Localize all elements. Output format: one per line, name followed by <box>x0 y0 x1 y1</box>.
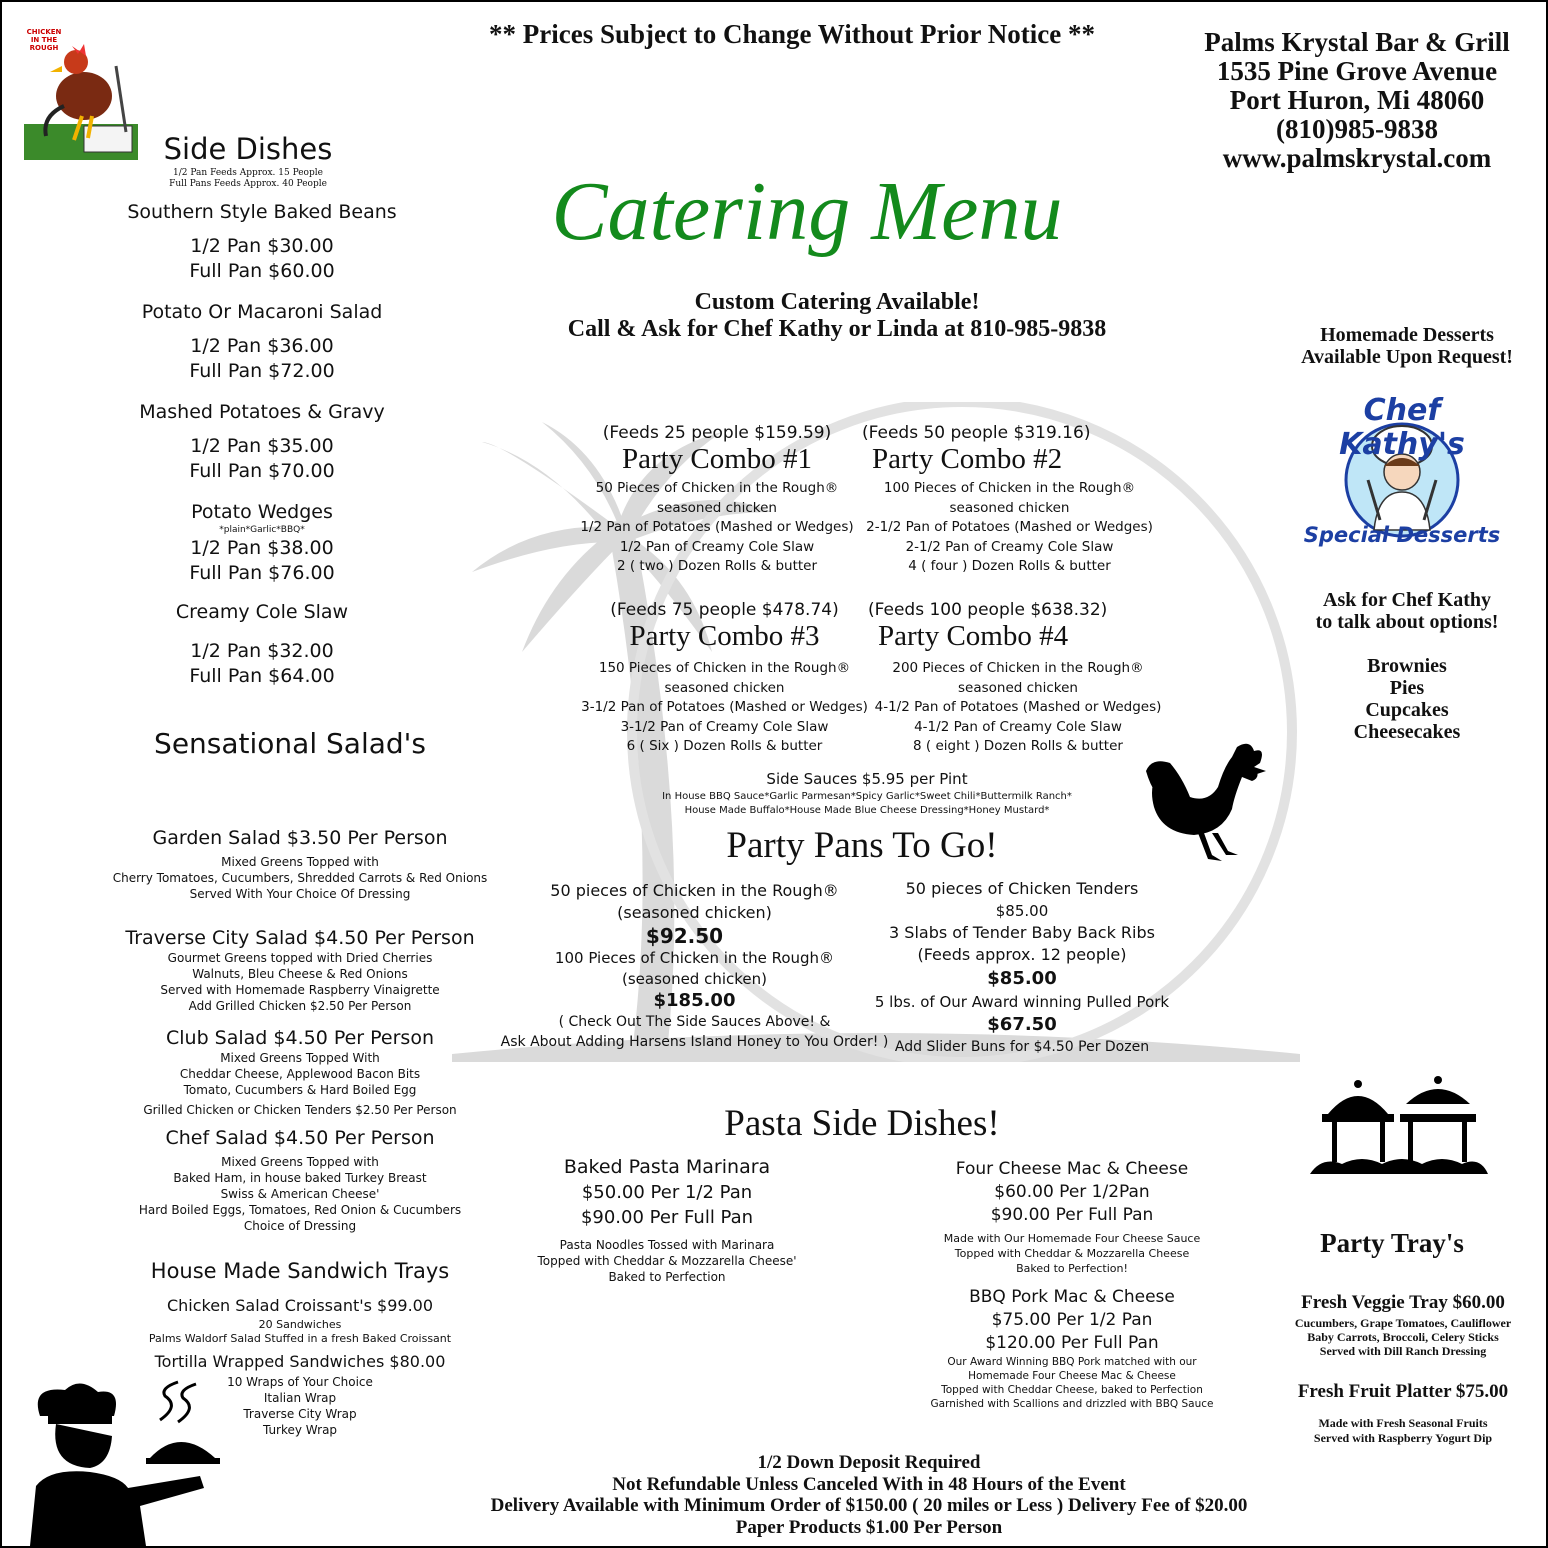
salad-title: Traverse City Salad $4.50 Per Person <box>125 927 475 949</box>
party-combo-3 <box>577 599 872 757</box>
side-dish-item <box>102 400 422 500</box>
combo-feeds: (Feeds 50 people $319.16) <box>862 423 1091 443</box>
salad-desc: Choice of Dressing <box>243 1219 357 1233</box>
footer-line: 1/2 Down Deposit Required <box>757 1452 981 1473</box>
party-combo-1 <box>572 422 862 577</box>
combo-item: 2-1/2 Pan of Creamy Cole Slaw <box>905 538 1114 555</box>
footer-line: Paper Products $1.00 Per Person <box>735 1516 1003 1538</box>
pasta-desc: Made with Our Homemade Four Cheese Sauce <box>943 1232 1201 1245</box>
side-dishes-note1: 1/2 Pan Feeds Approx. 15 People <box>173 168 323 178</box>
tray-desc: Made with Fresh Seasonal Fruits <box>1318 1416 1488 1430</box>
fruit-platter <box>1258 1378 1548 1446</box>
sandwich-desc: Italian Wrap <box>263 1391 337 1405</box>
special-desserts-text: Special Desserts <box>1303 523 1501 547</box>
page-title: Catering Menu <box>551 165 1063 258</box>
salad-desc: Served With Your Choice Of Dressing <box>189 887 411 901</box>
side-dish-item <box>102 500 422 600</box>
sauces-line1: In House BBQ Sauce*Garlic Parmesan*Spicy Garlic*Sweet Chili*Buttermilk Ranch* <box>662 791 1072 802</box>
business-phone: (810)985-9838 <box>1276 114 1438 144</box>
combo-item: 2 ( two ) Dozen Rolls & butter <box>616 558 818 574</box>
side-dish-half: 1/2 Pan $35.00 <box>190 435 334 457</box>
pasta-desc: Pasta Noodles Tossed with Marinara <box>559 1238 775 1252</box>
combo-item: seasoned chicken <box>657 499 777 516</box>
salad-item <box>102 1126 498 1234</box>
salad-desc: Mixed Greens Topped with <box>221 855 379 869</box>
custom-line2: Call & Ask for Chef Kathy or Linda at 810-985-9838 <box>567 316 1107 342</box>
serving-platters-icon <box>1302 1074 1492 1184</box>
pan-price: $92.50 <box>645 924 724 948</box>
pasta-bbq <box>902 1286 1242 1411</box>
dessert-item: Cupcakes <box>1365 699 1449 721</box>
tray-desc: Served with Raspberry Yogurt Dip <box>1313 1431 1493 1445</box>
salad-desc: Mixed Greens Topped With <box>220 1051 380 1065</box>
salad-desc: Cheddar Cheese, Applewood Bacon Bits <box>179 1067 421 1081</box>
combo-item: 3-1/2 Pan of Potatoes (Mashed or Wedges) <box>581 699 868 715</box>
side-dish-item <box>102 200 422 300</box>
side-dish-half: 1/2 Pan $30.00 <box>190 235 334 257</box>
pasta-desc: Topped with Cheddar Cheese, baked to Perfection <box>941 1384 1203 1396</box>
salad-title: Club Salad $4.50 Per Person <box>165 1027 434 1049</box>
combo-item: 6 ( Six ) Dozen Rolls & butter <box>626 738 823 754</box>
tray-title: Fresh Fruit Platter $75.00 <box>1297 1381 1509 1402</box>
combo-feeds: (Feeds 75 people $478.74) <box>610 600 839 620</box>
salad-desc: Mixed Greens Topped with <box>221 1155 379 1169</box>
custom-catering <box>472 289 1202 343</box>
pasta-mac <box>902 1157 1242 1276</box>
side-dish-half: 1/2 Pan $32.00 <box>190 640 334 662</box>
side-dish-item <box>102 600 422 689</box>
business-name: Palms Krystal Bar & Grill <box>1204 27 1510 57</box>
pan-line: (seasoned chicken) <box>621 970 767 988</box>
pasta-full: $90.00 Per Full Pan <box>990 1205 1154 1225</box>
business-info <box>1162 28 1548 173</box>
combo-item: 1/2 Pan of Creamy Cole Slaw <box>619 538 815 555</box>
salad-desc: Served with Homemade Raspberry Vinaigrette <box>160 983 440 997</box>
sandwich-desc: Traverse City Wrap <box>243 1407 357 1421</box>
side-dish-full: Full Pan $70.00 <box>189 460 335 482</box>
sandwich-desc: 20 Sandwiches <box>258 1318 342 1331</box>
tray-desc: Cucumbers, Grape Tomatoes, Cauliflower <box>1294 1316 1512 1330</box>
salad-title: Garden Salad $3.50 Per Person <box>152 827 448 849</box>
side-dish-name: Potato Or Macaroni Salad <box>141 301 383 323</box>
combo-title: Party Combo #1 <box>621 443 813 475</box>
combo-item: 4 ( four ) Dozen Rolls & butter <box>908 558 1111 574</box>
pan-line: 50 pieces of Chicken Tenders <box>905 879 1139 898</box>
pasta-half: $50.00 Per 1/2 Pan <box>581 1182 753 1203</box>
salad-item <box>102 1026 498 1118</box>
combo-item: 200 Pieces of Chicken in the Rough® <box>892 660 1144 676</box>
combo-item: 150 Pieces of Chicken in the Rough® <box>598 660 851 676</box>
dessert-item: Pies <box>1389 677 1425 699</box>
side-dish-full: Full Pan $72.00 <box>189 360 335 382</box>
pasta-desc: Baked to Perfection! <box>1016 1262 1128 1275</box>
pan-line: 100 Pieces of Chicken in the Rough® <box>554 949 835 967</box>
combo-title: Party Combo #2 <box>872 443 1063 475</box>
side-sauces <box>592 768 1142 818</box>
pan-line: $85.00 <box>995 902 1049 920</box>
sandwich-desc: Turkey Wrap <box>262 1423 338 1437</box>
footer-terms <box>252 1452 1486 1538</box>
veggie-tray <box>1258 1290 1548 1358</box>
side-dish-name: Potato Wedges <box>191 501 333 523</box>
side-dishes-heading: Side Dishes <box>163 132 333 166</box>
desserts-line1: Homemade Desserts <box>1320 324 1494 346</box>
side-dish-half: 1/2 Pan $38.00 <box>190 537 334 559</box>
side-dish-name: Southern Style Baked Beans <box>127 201 397 223</box>
sauces-title: Side Sauces $5.95 per Pint <box>766 770 968 788</box>
pasta-desc: Topped with Cheddar & Mozzarella Cheese' <box>537 1254 797 1268</box>
footer-line: Not Refundable Unless Canceled With in 48 Hours of the Event <box>612 1473 1126 1495</box>
business-address2: Port Huron, Mi 48060 <box>1229 85 1485 115</box>
salad-desc: Tomato, Cucumbers & Hard Boiled Egg <box>183 1083 417 1097</box>
combo-item: 100 Pieces of Chicken in the Rough® <box>883 480 1136 496</box>
side-dish-name: Mashed Potatoes & Gravy <box>139 401 385 423</box>
pan-line: 50 pieces of Chicken in the Rough® <box>550 881 839 900</box>
salad-item <box>102 926 498 1014</box>
tray-desc: Baby Carrots, Broccoli, Celery Sticks <box>1307 1330 1499 1344</box>
pasta-full: $90.00 Per Full Pan <box>580 1207 754 1228</box>
logo-text: CHICKEN IN THE ROUGH <box>26 28 62 52</box>
combo-item: 4-1/2 Pan of Creamy Cole Slaw <box>914 718 1122 735</box>
side-dish-full: Full Pan $60.00 <box>189 260 335 282</box>
party-combo-4 <box>868 599 1168 757</box>
combo-item: 1/2 Pan of Potatoes (Mashed or Wedges) <box>580 519 854 535</box>
pan-note: ( Check Out The Side Sauces Above! & <box>558 1014 831 1030</box>
pan-line: Add Slider Buns for $4.50 Per Dozen <box>894 1039 1150 1055</box>
business-website[interactable]: www.palmskrystal.com <box>1222 143 1492 173</box>
footer-line: Delivery Available with Minimum Order of $150.00 ( 20 miles or Less ) Delivery Fee of $20.00 <box>490 1495 1248 1516</box>
custom-line1: Custom Catering Available! <box>694 289 980 315</box>
business-address1: 1535 Pine Grove Avenue <box>1216 56 1498 86</box>
salad-desc: Cherry Tomatoes, Cucumbers, Shredded Carrots & Red Onions <box>112 871 488 885</box>
side-dish-full: Full Pan $76.00 <box>189 562 335 584</box>
pasta-title: BBQ Pork Mac & Cheese <box>969 1287 1175 1307</box>
side-dishes-list <box>102 200 422 689</box>
side-dish-sub: *plain*Garlic*BBQ* <box>219 525 305 535</box>
desserts-intro <box>1262 324 1548 368</box>
pan-line: 5 lbs. of Our Award winning Pulled Pork <box>874 993 1170 1011</box>
side-dishes-section <box>132 130 364 190</box>
sandwich-heading: House Made Sandwich Trays <box>150 1259 450 1283</box>
side-dish-half: 1/2 Pan $36.00 <box>190 335 334 357</box>
combo-title: Party Combo #4 <box>878 620 1069 652</box>
chicken-in-the-rough-logo <box>22 26 140 164</box>
tray-desc: Served with Dill Ranch Dressing <box>1319 1344 1487 1358</box>
salad-desc: Walnuts, Bleu Cheese & Red Onions <box>192 967 408 981</box>
pasta-desc: Garnished with Scallions and drizzled with BBQ Sauce <box>930 1398 1214 1410</box>
pan-line: (Feeds approx. 12 people) <box>917 945 1127 964</box>
pasta-desc: Topped with Cheddar & Mozzarella Cheese <box>954 1247 1190 1260</box>
side-dish-name: Creamy Cole Slaw <box>175 601 349 623</box>
dessert-item: Cheesecakes <box>1353 721 1461 743</box>
pan-price: $85.00 <box>987 968 1057 989</box>
party-combo-2 <box>862 422 1157 577</box>
combo-item: 50 Pieces of Chicken in the Rough® <box>595 480 839 496</box>
salad-desc: Gourmet Greens topped with Dried Cherries <box>167 951 433 965</box>
chef-kathys-text: Chef Kathy's <box>1339 393 1465 462</box>
dessert-item: Brownies <box>1367 655 1447 677</box>
sandwich-title: Chicken Salad Croissant's $99.00 <box>166 1296 434 1315</box>
party-pans-right <box>842 878 1202 1056</box>
tray-title: Fresh Veggie Tray $60.00 <box>1301 1292 1505 1313</box>
pasta-title: Four Cheese Mac & Cheese <box>955 1159 1189 1179</box>
salad-desc: Grilled Chicken or Chicken Tenders $2.50 Per Person <box>143 1103 457 1117</box>
salad-desc: Hard Boiled Eggs, Tomatoes, Red Onion & Cucumbers <box>138 1203 462 1217</box>
sandwich-title: Tortilla Wrapped Sandwiches $80.00 <box>154 1352 446 1371</box>
party-trays-heading: Party Tray's <box>1320 1228 1464 1258</box>
desserts-ask1: Ask for Chef Kathy <box>1323 589 1491 611</box>
side-dishes-note2: Full Pans Feeds Approx. 40 People <box>169 179 327 189</box>
combo-feeds: (Feeds 100 people $638.32) <box>868 600 1108 620</box>
price-notice: ** Prices Subject to Change Without Prior Notice ** <box>489 19 1095 49</box>
side-dish-item <box>102 300 422 400</box>
party-pans-heading: Party Pans To Go! <box>726 825 998 866</box>
combo-item: 4-1/2 Pan of Potatoes (Mashed or Wedges) <box>874 699 1162 715</box>
salad-desc: Swiss & American Cheese' <box>220 1187 380 1201</box>
combo-item: seasoned chicken <box>958 679 1078 696</box>
pasta-desc: Homemade Four Cheese Mac & Cheese <box>968 1370 1176 1382</box>
pan-line: (seasoned chicken) <box>617 903 772 922</box>
pasta-full: $120.00 Per Full Pan <box>985 1333 1159 1353</box>
salad-desc: Add Grilled Chicken $2.50 Per Person <box>188 999 412 1013</box>
salad-desc: Baked Ham, in house baked Turkey Breast <box>173 1171 427 1185</box>
combo-item: 2-1/2 Pan of Potatoes (Mashed or Wedges) <box>866 519 1153 535</box>
combo-feeds: (Feeds 25 people $159.59) <box>602 423 832 443</box>
pasta-desc: Our Award Winning BBQ Pork matched with our <box>947 1356 1197 1368</box>
sauces-line2: House Made Buffalo*House Made Blue Cheese Dressing*Honey Mustard* <box>684 805 1050 816</box>
pan-line: 3 Slabs of Tender Baby Back Ribs <box>889 923 1155 942</box>
pasta-marinara <box>512 1154 822 1285</box>
side-dish-full: Full Pan $64.00 <box>189 665 335 687</box>
salads-heading: Sensational Salad's <box>154 727 426 760</box>
chef-silhouette-icon <box>10 1376 230 1546</box>
combo-item: 3-1/2 Pan of Creamy Cole Slaw <box>620 718 829 735</box>
sandwich-item <box>102 1294 498 1346</box>
pasta-half: $60.00 Per 1/2Pan <box>994 1182 1150 1202</box>
desserts-line2: Available Upon Request! <box>1301 346 1513 368</box>
pasta-half: $75.00 Per 1/2 Pan <box>991 1310 1153 1330</box>
desserts-ask2: to talk about options! <box>1315 611 1499 633</box>
pasta-title: Baked Pasta Marinara <box>563 1156 771 1178</box>
combo-title: Party Combo #3 <box>629 620 820 652</box>
salad-item <box>102 826 498 902</box>
desserts-list <box>1262 655 1548 743</box>
party-pans-left <box>492 880 897 1052</box>
rooster-silhouette-icon <box>1142 737 1282 872</box>
sandwich-desc: 10 Wraps of Your Choice <box>227 1375 373 1389</box>
salad-title: Chef Salad $4.50 Per Person <box>165 1127 435 1149</box>
pasta-heading: Pasta Side Dishes! <box>724 1103 1000 1144</box>
pasta-desc: Baked to Perfection <box>608 1270 726 1284</box>
sandwich-desc: Palms Waldorf Salad Stuffed in a fresh Baked Croissant <box>148 1332 452 1345</box>
chef-kathys-logo <box>1302 380 1502 580</box>
pan-note: Ask About Adding Harsens Island Honey to You Order! ) <box>500 1034 889 1050</box>
pan-price: $67.50 <box>987 1014 1057 1035</box>
combo-item: seasoned chicken <box>664 679 785 696</box>
combo-item: seasoned chicken <box>949 499 1070 516</box>
desserts-ask <box>1262 589 1548 633</box>
combo-item: 8 ( eight ) Dozen Rolls & butter <box>913 738 1123 754</box>
pan-price: $185.00 <box>653 990 736 1011</box>
